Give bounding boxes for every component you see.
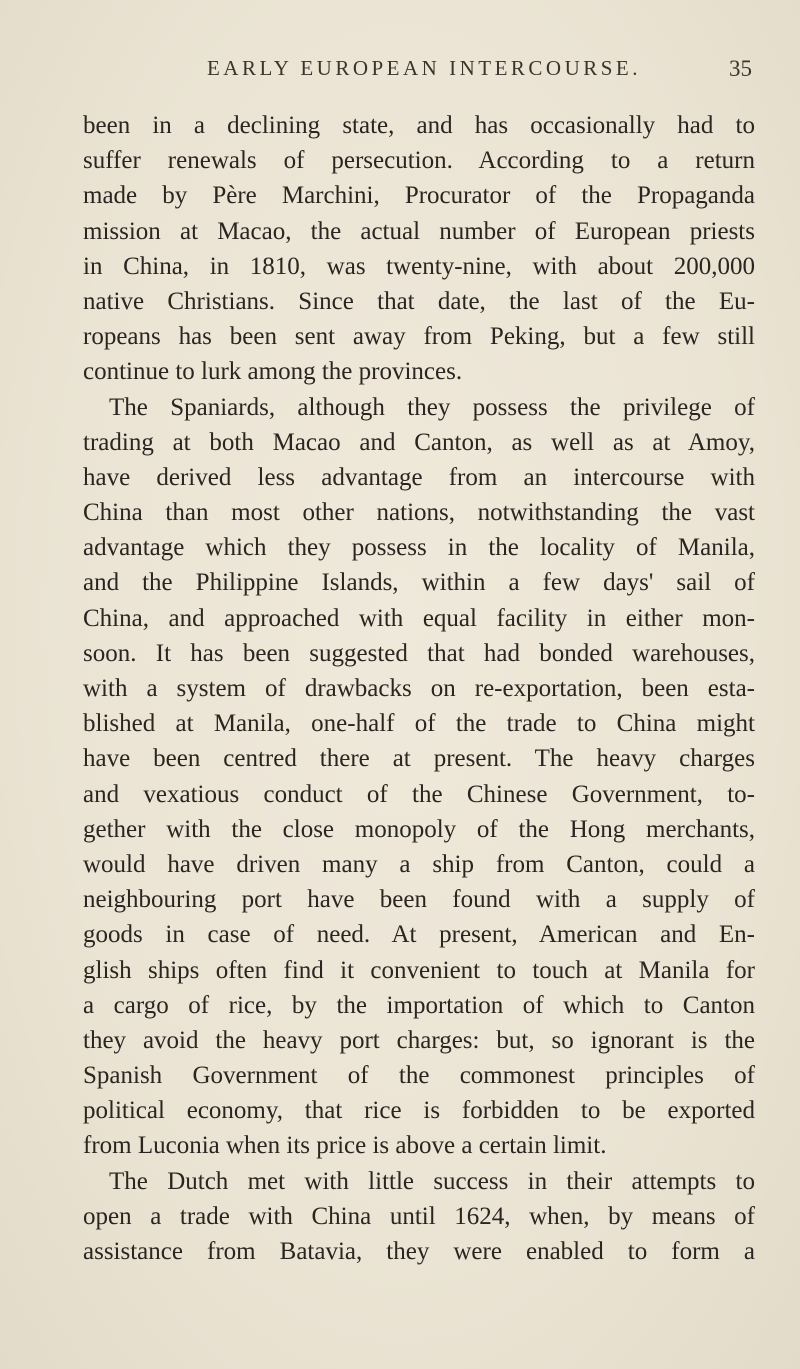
text-line: in China, in 1810, was twenty-nine, with about 200,000 [83,252,755,280]
text-line: soon. It has been suggested that had bonded warehouses, [83,639,755,667]
text-line: mission at Macao, the actual number of European priests [83,217,755,245]
text-line: gether with the close monopoly of the Hong merchants, [83,815,755,843]
body-text [83,108,755,1269]
text-line: goods in case of need. At present, American and En- [83,921,755,949]
running-title: EARLY EUROPEAN INTERCOURSE. [206,56,642,80]
text-line: Spanish Government of the commonest principles of [83,1062,755,1090]
text-line: assistance from Batavia, they were enabled to form a [83,1238,755,1265]
text-line: neighbouring port have been found with a supply of [83,886,755,914]
text-line: blished at Manila, one-half of the trade to China might [83,710,755,738]
text-line: ropeans has been sent away from Peking, but a few still [83,323,755,351]
paragraph-start-line: The Dutch met with little success in their attempts to [109,1167,755,1195]
running-head [96,56,752,96]
text-line: political economy, that rice is forbidden to be exported [83,1097,755,1125]
text-line: China, and approached with equal facility in either mon- [83,604,755,632]
text-line: been in a declining state, and has occasionally had to [83,112,755,139]
text-line: have derived less advantage from an intercourse with [83,463,755,491]
text-line: continue to lurk among the provinces. [83,358,463,386]
text-line: they avoid the heavy port charges: but, so ignorant is the [83,1026,755,1054]
text-line: glish ships often find it convenient to touch at Manila for [83,956,755,984]
paragraph-start-line: The Spaniards, although they possess the privilege of [109,393,755,421]
text-line: open a trade with China until 1624, when, by means of [83,1202,755,1230]
text-line: a cargo of rice, by the importation of which to Canton [83,991,755,1019]
text-line: from Luconia when its price is above a certain limit. [83,1132,607,1160]
text-line: China than most other nations, notwithstanding the vast [83,499,755,527]
text-line: with a system of drawbacks on re-exportation, been esta- [83,675,755,702]
text-line: native Christians. Since that date, the last of the Eu- [83,287,755,315]
text-line: suffer renewals of persecution. According to a return [83,147,755,175]
text-line: and vexatious conduct of the Chinese Government, to- [83,780,755,808]
text-line: have been centred there at present. The heavy charges [83,745,755,773]
text-line: advantage which they possess in the locality of Manila, [83,534,755,562]
text-line: trading at both Macao and Canton, as well as at Amoy, [83,428,755,456]
text-line: made by Père Marchini, Procurator of the Propaganda [83,182,755,210]
text-line: would have driven many a ship from Canton, could a [83,850,755,878]
text-line: and the Philippine Islands, within a few days' sail of [83,569,755,597]
page-number: 35 [729,56,752,81]
